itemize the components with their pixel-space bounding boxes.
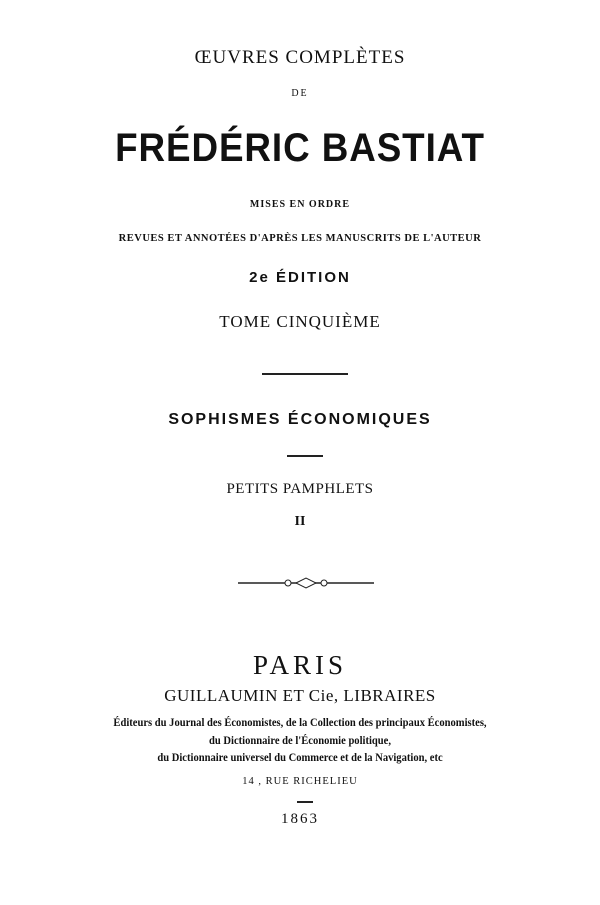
ornament-divider (238, 576, 374, 590)
revised-text: REVUES ET ANNOTÉES D'APRÈS LES MANUSCRITS DE L'AUTEUR (118, 233, 482, 244)
publisher-desc-1: Éditeurs du Journal des Économistes, de la Collection des principaux Économistes, (113, 715, 487, 729)
city: PARIS (252, 650, 348, 680)
edition-text: 2e ÉDITION (249, 269, 351, 286)
publisher-desc-2: du Dictionnaire de l'Économie politique, (209, 733, 391, 747)
publisher-desc-3: du Dictionnaire universel du Commerce et de la Navigation, etc (157, 750, 443, 764)
year: 1863 (281, 811, 319, 827)
author-name: FRÉDÉRIC BASTIAT (115, 126, 485, 170)
publisher: GUILLAUMIN ET Cie, LIBRAIRES (164, 686, 436, 705)
short-rule-2 (297, 801, 313, 803)
address: 14 , RUE RICHELIEU (242, 776, 358, 787)
series-title: ŒUVRES COMPLÈTES (194, 47, 406, 68)
divider-rule (262, 373, 348, 375)
de-text: DE (291, 88, 309, 99)
volume-text: TOME CINQUIÈME (219, 312, 381, 331)
part-number: II (294, 514, 306, 529)
subtitle-text: PETITS PAMPHLETS (226, 481, 374, 497)
work-title: SOPHISMES ÉCONOMIQUES (168, 411, 432, 428)
short-rule (287, 455, 323, 457)
arranged-text: MISES EN ORDRE (249, 199, 351, 210)
